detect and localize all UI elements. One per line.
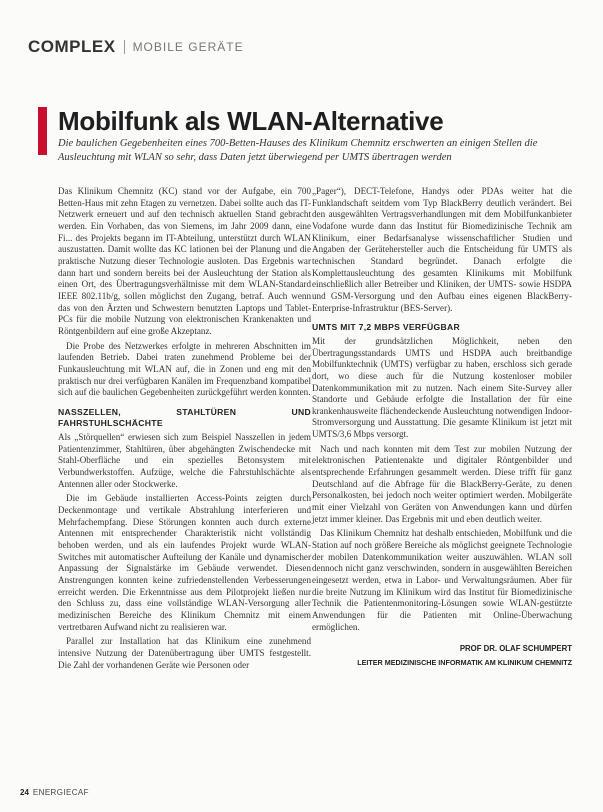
page-footer	[20, 788, 89, 797]
article-headline: Mobilfunk als WLAN-Alternative	[58, 106, 444, 136]
magazine-section-brand: COMPLEX	[28, 37, 116, 56]
body-paragraph: Nach und nach konnten mit dem Test zur mobilen Nutzung der elektronischen Patientenakte und digitaler Röntgenbilder und entsprechende Erfahrungen gesammelt werden. Diese trifft für ganz Deutschland auf die Abfrage für die BlackBerry-Geräte, zu denen Personalkosten, bei jedoch noch weiter optimiert werden. Mobilgeräte mit einer Vielzahl von Geräten von Anwendungen kann und dürfen jetzt immer kleiner. Das Ergebnis mit und eben deutlich weiter.	[312, 443, 572, 524]
body-paragraph: Parallel zur Installation hat das Klinikum eine zunehmend intensive Nutzung der Datenübertragung über UMTS festgestellt. Die Zahl der vorhandenen Geräte wie Personen oder	[58, 636, 311, 670]
article-column-right	[312, 186, 572, 669]
body-paragraph: Die Probe des Netzwerkes erfolgte in mehreren Abschnitten im laufenden Betrieb. Dabei traten zunehmend Probleme bei der Funkausleuchtung mit WLAN auf, die in Zonen und eng mit den praktisch nur drei verfügbaren Kanälen im Frequenzband kompatibel sich auf die baulichen Gegebenheiten zurückgeführt werden konnten.	[58, 340, 311, 398]
body-paragraph: Als „Störquellen“ erwiesen sich zum Beispiel Nasszellen in jedem Patientenzimmer, Stahltüren, über abgehängten Zwischendecke mit Stahl-Oberfläche und ein spezielles Betonsystem mit Verbundwerkstoffen. Aufzüge, welche die Fahrstuhlschächte als Antennen aller oder Stockwerke.	[58, 432, 311, 489]
page-number: 24	[20, 788, 29, 797]
body-paragraph: Mit der grundsätzlichen Möglichkeit, neben den Übertragungsstandards UMTS und HSDPA auch breitbandige Mobilfunktechnik (UMTS) verfügbar zu haben, erschloss sich gerade dort, wo diese auch für die Nutzung kostenloser mobiler Datenkommunikation mit zu nutzen. Nach einem Site-Survey aller Standorte und Gebäude erfolgte die Installation der für eine krankenhausweite flächendeckende Ausleuchtung notwendigen Indoor-Stromversorgung und Ausstattung. Die gesamte Klinikum ist jetzt mit UMTS/3,6 Mbps versorgt.	[312, 335, 572, 440]
headline-accent-bar	[38, 107, 47, 155]
section-label: MOBILE GERÄTE	[132, 40, 244, 54]
section-header	[28, 36, 244, 58]
body-paragraph: Das Klinikum Chemnitz hat deshalb entschieden, Mobilfunk und die Station auf noch größere Bereiche als möglichst geeignete Technologie der mobilen Datenkommunikation weiter auszuwählen. WLAN soll dennoch nicht ganz verschwinden, sondern in ausgewählten Bereichen eingesetzt werden, etwa in Labor- und Verwaltungsräumen. Aber für die breite Nutzung im Klinikum wird das Institut für Biomedizinische Technik die Patientenmonitoring-Lösungen sowie WLAN-gestützte Anwendungen für die Patienten mit Online-Überwachung ermöglichen.	[312, 528, 572, 632]
magazine-name: ENERGIECAF	[32, 788, 89, 797]
author-role: LEITER MEDIZINISCHE INFORMATIK AM KLINIKUM CHEMNITZ	[357, 657, 572, 667]
subheading: UMTS MIT 7,2 MBPS VERFÜGBAR	[312, 322, 460, 333]
body-paragraph: „Pager“), DECT-Telefone, Handys oder PDAs weiter hat die Funklandschaft seitdem vom Typ BlackBerry deutlich verändert. Bei den ausgewählten Vertragsverhandlungen mit dem Mobilfunkanbieter Vodafone wurde dann das Institut für Biomedizinische Technik am Klinikum, einer Bedarfsanalyse wissenschaftlicher Studien und Angaben der Gerätehersteller auch die Entscheidung für UMTS als technischen Standard begründet. Danach erfolgte die Komplettausleuchtung des gesamten Klinikums mit Mobilfunk einschließlich aller Betreiber und Kliniken, der UMTS- sowie HSDPA und GSM-Versorgung und den Aufbau eines eigenen BlackBerry-Enterprise-Infrastruktur (BES-Server).	[312, 186, 572, 313]
subheading: NASSZELLEN, STAHLTÜREN UND FAHRSTUHLSCHÄCHTE	[58, 406, 311, 429]
author-name: PROF DR. OLAF SCHUMPERT	[459, 644, 572, 654]
body-paragraph: Das Klinikum Chemnitz (KC) stand vor der Aufgabe, ein 700 Betten-Haus mit zehn Etagen zu vernetzen. Dabei sollte auch das IT-Netzwerk erneuert und auf den technisch aktuellen Stand gebracht werden. Ein Vorhaben, das von Siemens, im Jahr 2009 dann, eine Fi... des Projekts begann im IT-Abteilung, unterstützt durch WLAN auszustatten. Damit wollte das KC lationen bei der Planung und die praktische Nutzung dieser Technologie ausloten. Das Ergebnis war dann hart und sondern bereits bei der Ausleuchtung der Station als einen Ort, des Übertragungsverhältnisse mit dem WLAN-Standard IEEE 802.11b/g, sollen möglichst den Zugang, betraf. Auch wenn das von den Ärzten und Schwestern benutzten Laptops und Tablet-PCs für die mobile Nutzung von elektronischen Krankenakten und Röntgenbildern auf eine große Akzeptanz.	[58, 186, 311, 336]
article-lead: Die baulichen Gegebenheiten eines 700-Betten-Hauses des Klinikum Chemnitz erschwerten an einigen Stellen die Ausleuchtung mit WLAN so sehr, dass Daten jetzt überwiegend per UMTS übertragen werden	[58, 138, 538, 163]
header-divider	[124, 40, 125, 54]
article-column-left	[58, 186, 311, 674]
body-paragraph: Die im Gebäude installierten Access-Points zeigten durch Deckenmontage und vertikale Abstrahlung interferieren und Mehrfachempfang. Diese Störungen konnten auch durch externe Antennen mit entsprechender Charakteristik nicht vollständig behoben werden, und als ein laufendes Projekt wurde WLAN-Switches mit automatischer Aufteilung der Kanäle und dynamischer Anpassung der Signalstärke im Gebäude verwendet. Diesen Anstrengungen konnten keine zufriedenstellenden Verbesserungen erreicht werden. Die Erkenntnisse aus dem Pilotprojekt ließen nur den Schluss zu, dass eine vollständige WLAN-Versorgung aller medizinischen Bereiche des Klinikum Chemnitz mit einem vertretbaren Aufwand nicht zu realisieren war.	[58, 493, 311, 632]
